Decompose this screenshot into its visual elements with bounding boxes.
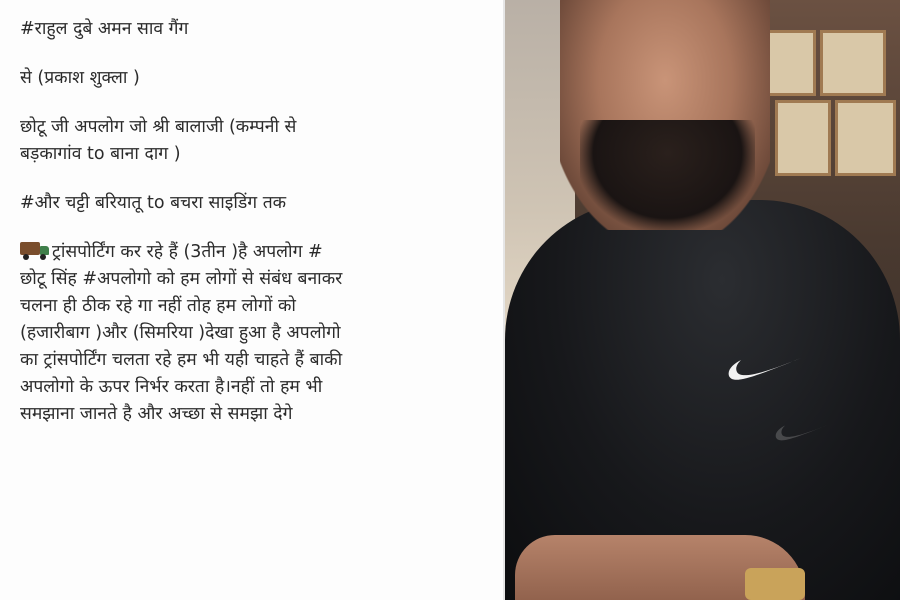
post-paragraph-company [20, 114, 493, 168]
post-paragraph-threat [20, 239, 493, 428]
text-line-first [20, 239, 493, 266]
post-line-gang-name [20, 16, 493, 43]
text-line: बड़कागांव to बाना दाग ) [20, 144, 181, 164]
wall-panel [835, 100, 896, 176]
wall-panel [820, 30, 886, 96]
text-line: चलना ही ठीक रहे गा नहीं तोह हम लोगों को [20, 296, 296, 316]
person-photo [505, 0, 900, 600]
text-line: छोटू जी अपलोग जो श्री बालाजी (कम्पनी से [20, 117, 297, 137]
post-line-route [20, 190, 493, 217]
beard [580, 120, 755, 230]
text-line: समझाना जानते है और अच्छा से समझा देगे [20, 404, 293, 424]
truck-emoji-icon [20, 240, 50, 260]
wristwatch [745, 568, 805, 600]
text-line: छोटू सिंह #अपलोगो को हम लोगों से संबंध बनाकर [20, 269, 343, 289]
text-line: #राहुल दुबे अमन साव गैंग [20, 19, 189, 39]
text-line: (हजारीबाग )और (सिमरिया )देखा हुआ है अपलोगो [20, 323, 341, 343]
text-line: से (प्रकाश शुक्ला ) [20, 68, 140, 88]
text-line: #और चट्टी बरियातू to बचरा साइडिंग तक [20, 193, 287, 213]
swoosh-logo-icon [773, 418, 833, 442]
text-line: अपलोगो के ऊपर निर्भर करता है।नहीं तो हम भी [20, 377, 323, 397]
swoosh-logo-icon [727, 350, 803, 382]
text-line-content: ट्रांसपोर्टिंग कर रहे हैं (3तीन )है अपलोग # [52, 242, 323, 262]
text-line: का ट्रांसपोर्टिंग चलता रहे हम भी यही चाहते हैं बाकी [20, 350, 343, 370]
post-line-from [20, 65, 493, 92]
wall-panel [775, 100, 831, 176]
